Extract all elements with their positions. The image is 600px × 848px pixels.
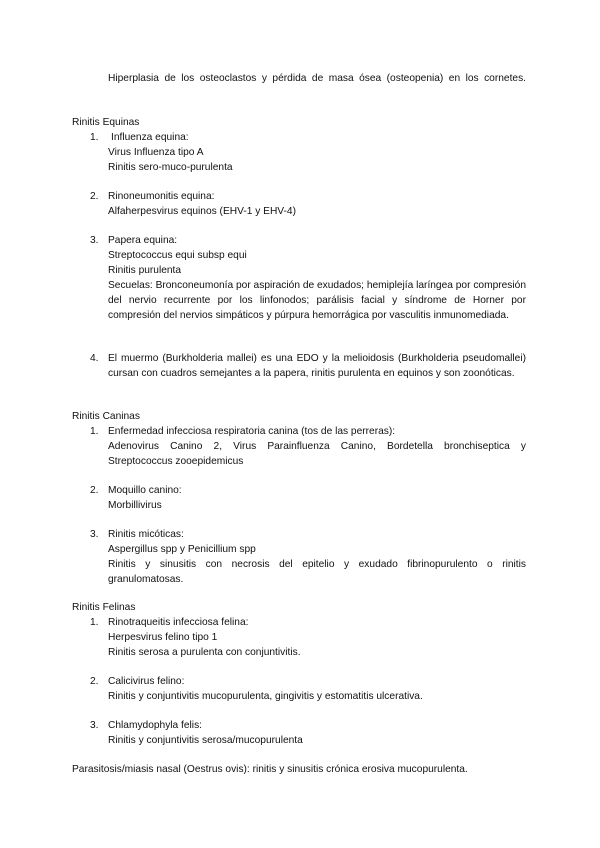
item-title: Enfermedad infecciosa respiratoria canina (tos de las perreras): [108, 426, 396, 437]
item-line: Rinitis y conjuntivitis serosa/mucopurulenta [108, 735, 303, 746]
item-line: Rinitis serosa a purulenta con conjuntivitis. [108, 647, 301, 658]
item-line: Alfaherpesvirus equinos (EHV-1 y EHV-4) [108, 206, 296, 217]
item-line: Virus Influenza tipo A [108, 147, 204, 158]
list-number: 1. [90, 132, 99, 143]
item-title: Moquillo canino: [108, 485, 182, 496]
list-item-moquillo [108, 483, 526, 513]
list-item-papera-equina [108, 233, 526, 323]
intro-paragraph [108, 71, 526, 86]
item-line: Aspergillus spp y Penicillium spp [108, 544, 256, 555]
list-number: 4. [90, 353, 99, 364]
item-line: Rinitis sero-muco-purulenta [108, 162, 233, 173]
item-agents: Adenovirus Canino 2, Virus Parainfluenza Canino, Bordetella bronchiseptica y Streptococcus zooepidemicus [108, 441, 526, 467]
section-heading-felinas: Rinitis Felinas [72, 602, 136, 613]
item-title: Calicivirus felino: [108, 676, 185, 687]
list-item-rinitis-micoticas [108, 527, 526, 587]
item-title: Rinotraqueitis infecciosa felina: [108, 617, 249, 628]
list-number: 3. [90, 529, 99, 540]
item-title: Papera equina: [108, 235, 178, 246]
item-title: Rinoneumonitis equina: [108, 191, 215, 202]
list-number: 3. [90, 235, 99, 246]
list-item-calicivirus [108, 674, 526, 704]
item-line: Rinitis purulenta [108, 265, 182, 276]
list-item-muermo [108, 351, 526, 381]
item-title: Rinitis micóticas: [108, 529, 184, 540]
list-number: 2. [90, 191, 99, 202]
list-number: 1. [90, 426, 99, 437]
item-title: El muermo (Burkholderia mallei) es una EDO y la melioidosis (Burkholderia pseudomallei) cursan con cuadros semejantes a la papera, rinitis purulenta en equinos y son zoonóticas. [108, 353, 526, 379]
list-item-rinotraqueitis [108, 615, 526, 660]
list-number: 3. [90, 720, 99, 731]
item-title: Influenza equina: [111, 132, 189, 143]
item-sequelae: Secuelas: Bronconeumonía por aspiración de exudados; hemiplejía laríngea por compresión del nervio recurrente por los linfonodos; parálisis facial y síndrome de Horner por compresión del nervios simpáticos y púrpura hemorrágica por vasculitis inmunomediada. [108, 280, 526, 321]
list-item-tos-perreras [108, 424, 526, 469]
list-item-rinoneumonitis [108, 189, 526, 219]
section-heading-caninas: Rinitis Caninas [72, 411, 140, 422]
footer-paragraph: Parasitosis/miasis nasal (Oestrus ovis): rinitis y sinusitis crónica erosiva mucopurulenta. [72, 764, 468, 775]
item-line: Rinitis y conjuntivitis mucopurulenta, gingivitis y estomatitis ulcerativa. [108, 691, 423, 702]
item-title: Chlamydophyla felis: [108, 720, 202, 731]
item-line: Streptococcus equi subsp equi [108, 250, 247, 261]
item-line: Herpesvirus felino tipo 1 [108, 632, 218, 643]
list-item-chlamydophyla [108, 718, 526, 748]
section-heading-equinas: Rinitis Equinas [72, 117, 140, 128]
list-number: 2. [90, 485, 99, 496]
item-line: Morbillivirus [108, 500, 162, 511]
item-description: Rinitis y sinusitis con necrosis del epitelio y exudado fibrinopurulento o rinitis granulomatosas. [108, 559, 526, 585]
list-number: 2. [90, 676, 99, 687]
list-item-influenza-equina [108, 130, 526, 175]
intro-text: Hiperplasia de los osteoclastos y pérdida de masa ósea (osteopenia) en los cornetes. [108, 73, 526, 84]
list-number: 1. [90, 617, 99, 628]
